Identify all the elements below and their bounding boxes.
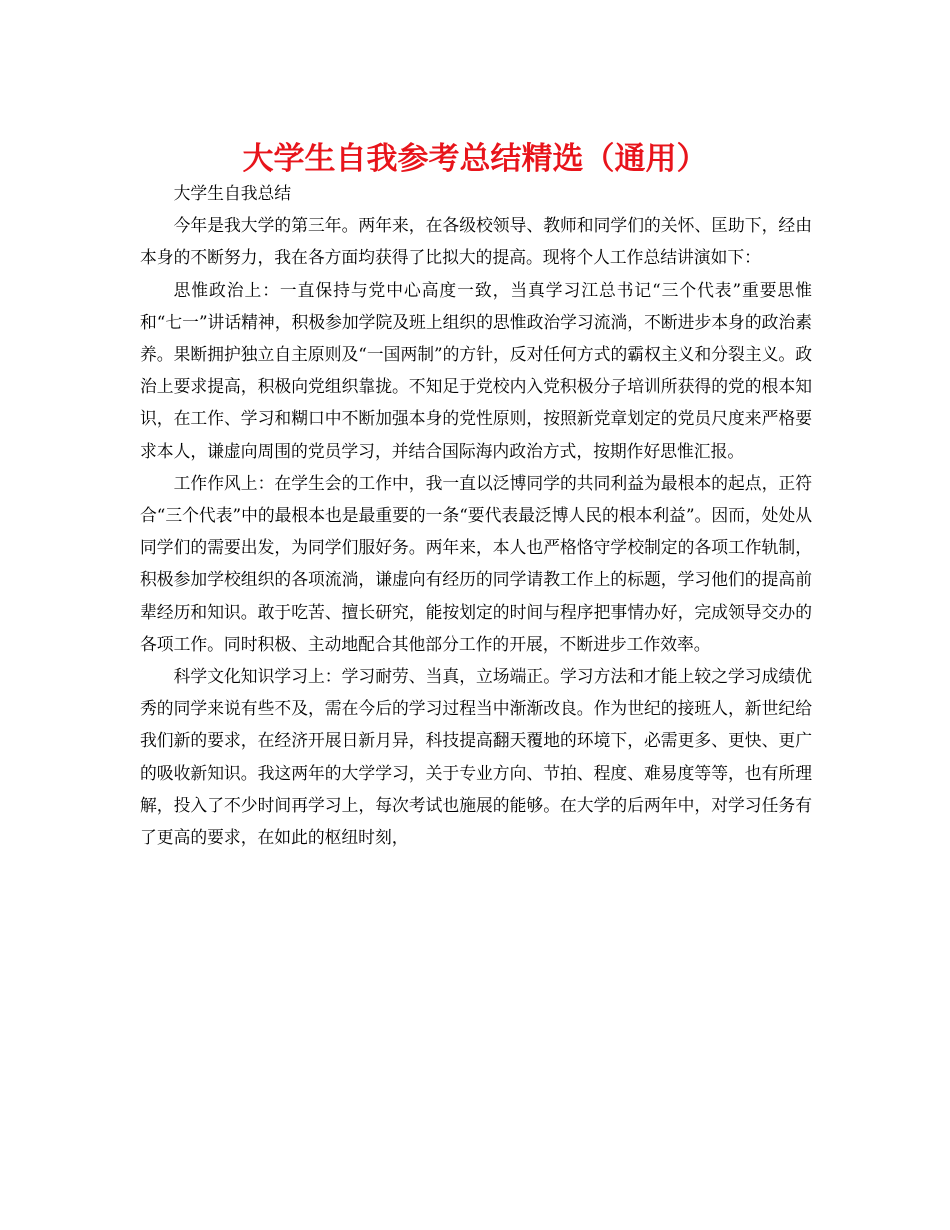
document-title: 大学生自我参考总结精选（通用） <box>242 141 708 177</box>
document-body <box>140 177 812 853</box>
paragraph-intro: 今年是我大学的第三年。两年来，在各级校领导、教师和同学们的关怀、匡助下，经由本身的不断努力，我在各方面均获得了比拟大的提高。现将个人工作总结讲演如下： <box>140 215 812 268</box>
section-heading: 大学生自我总结 <box>173 183 292 203</box>
paragraph-political: 思惟政治上：一直保持与党中心高度一致，当真学习江总书记“三个代表”重要思惟和“七一”讲话精神，积极参加学院及班上组织的思惟政治学习流淌，不断进步本身的政治素养。果断拥护独立自主原则及“一国两制”的方针，反对任何方式的霸权主义和分裂主义。政治上要求提高，积极向党组织靠拢。不知足于党校内入党积极分子培训所获得的党的根本知识，在工作、学习和糊口中不断加强本身的党性原则，按照新党章划定的党员尺度来严格要求本人，谦虚向周围的党员学习，并结合国际海内政治方式，按期作好思惟汇报。 <box>140 279 812 461</box>
paragraph-study: 科学文化知识学习上：学习耐劳、当真，立场端正。学习方法和才能上较之学习成绩优秀的同学来说有些不及，需在今后的学习过程当中渐渐改良。作为世纪的接班人，新世纪给我们新的要求，在经济开展日新月异，科技提高翻天覆地的环境下，必需更多、更快、更广的吸收新知识。我这两年的大学学习，关于专业方向、节拍、程度、难易度等等，也有所理解，投入了不少时间再学习上，每次考试也施展的能够。在大学的后两年中，对学习任务有了更高的要求，在如此的枢纽时刻， <box>140 666 812 848</box>
paragraph-work-style: 工作作风上：在学生会的工作中，我一直以泛博同学的共同利益为最根本的起点，正符合“三个代表”中的最根本也是最重要的一条“要代表最泛博人民的根本利益”。因而，处处从同学们的需要出发，为同学们服好务。两年来，本人也严格恪守学校制定的各项工作轨制，积极参加学校组织的各项流淌，谦虚向有经历的同学请教工作上的标题，学习他们的提高前辈经历和知识。敢于吃苦、擅长研究，能按划定的时间与程序把事情办好，完成领导交办的各项工作。同时积极、主动地配合其他部分工作的开展，不断进步工作效率。 <box>140 472 813 654</box>
